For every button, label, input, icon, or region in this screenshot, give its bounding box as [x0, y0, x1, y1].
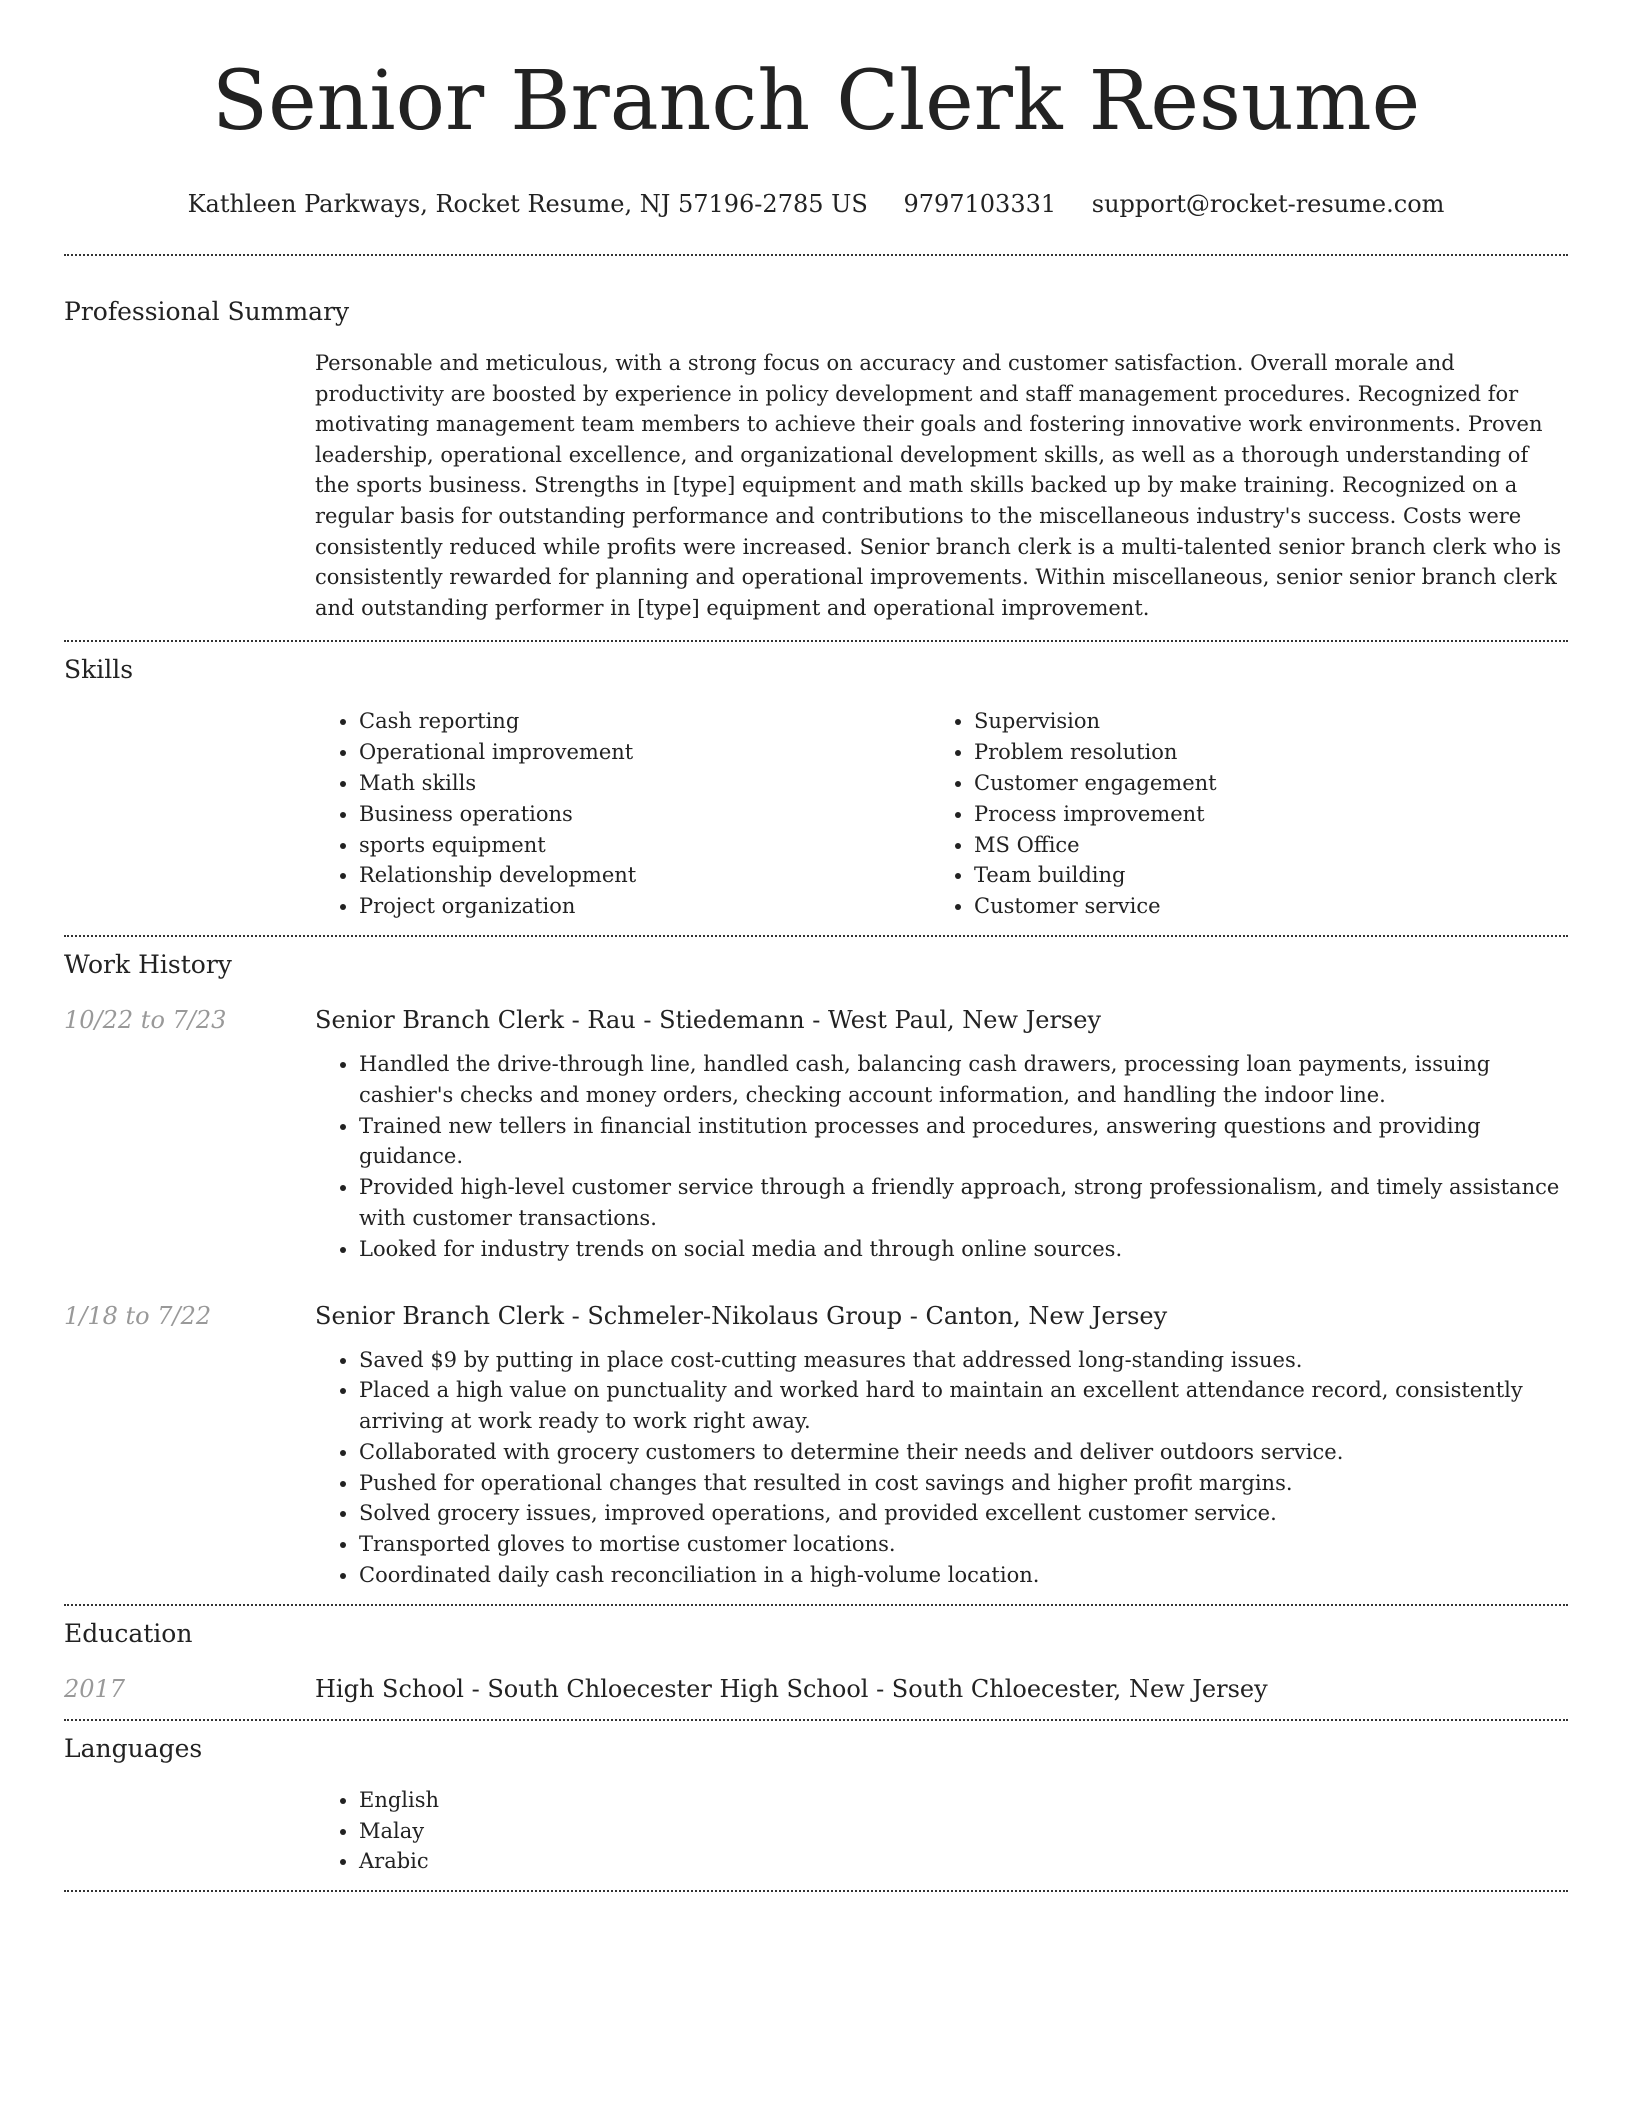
job-bullet: • Transported gloves to mortise customer locations. [359, 1529, 1568, 1560]
contact-phone: 9797103331 [903, 190, 1057, 218]
job-bullets [315, 1049, 1568, 1265]
language-item: • English [359, 1785, 1568, 1816]
resume-title: Senior Branch Clerk Resume [211, 54, 1421, 149]
skill-item: • Customer service [974, 891, 1545, 922]
job-bullet: • Pushed for operational changes that resulted in cost savings and higher profit margins. [359, 1468, 1568, 1499]
divider [64, 1890, 1568, 1892]
job-bullet: • Placed a high value on punctuality and worked hard to maintain an excellent attendance record, consistently arriving at work ready to work right away. [359, 1375, 1568, 1437]
job-dates: 1/18 to 7/22 [64, 1301, 212, 1330]
skills-list-right [930, 706, 1545, 922]
language-item: • Arabic [359, 1846, 1568, 1877]
skill-item: • sports equipment [359, 830, 930, 861]
job-entry [64, 1299, 1568, 1591]
skills-heading: Skills [64, 655, 134, 685]
skill-item: • Process improvement [974, 799, 1545, 830]
work-section [64, 937, 1568, 1604]
skill-item: • Math skills [359, 768, 930, 799]
job-bullet: • Handled the drive-through line, handled cash, balancing cash drawers, processing loan payments, issuing cashier's checks and money orders, checking account information, and handling the indoor line. [359, 1049, 1568, 1111]
job-bullet: • Provided high-level customer service through a friendly approach, strong professionalism, and timely assistance with customer transactions. [359, 1172, 1568, 1234]
skill-item: • Customer engagement [974, 768, 1545, 799]
contact-email: support@rocket-resume.com [1091, 190, 1445, 218]
resume-page [64, 0, 1568, 1892]
job-bullet: • Looked for industry trends on social media and through online sources. [359, 1234, 1568, 1265]
skill-item: • Problem resolution [974, 737, 1545, 768]
education-heading: Education [64, 1618, 193, 1648]
skill-item: • MS Office [974, 830, 1545, 861]
skill-item: • Supervision [974, 706, 1545, 737]
languages-list [315, 1785, 1568, 1877]
contact-address: Kathleen Parkways, Rocket Resume, NJ 57196-2785 US [187, 190, 868, 218]
skills-list-left [315, 706, 930, 922]
job-bullet: • Saved $9 by putting in place cost-cutting measures that addressed long-standing issues. [359, 1345, 1568, 1376]
job-bullet: • Solved grocery issues, improved operations, and provided excellent customer service. [359, 1498, 1568, 1529]
job-title: Senior Branch Clerk - Rau - Stiedemann - West Paul, New Jersey [315, 1005, 1102, 1034]
education-entry [64, 1672, 1568, 1706]
job-dates: 10/22 to 7/23 [64, 1005, 227, 1034]
summary-text: Personable and meticulous, with a strong focus on accuracy and customer satisfaction. Overall morale and productivity are boosted by experience in policy development and staff management procedures. Recognized for motivating management team members to achieve their goals and fostering innovative work environments. Proven leadership, operational excellence, and organizational development skills, as well as a thorough understanding of the sports business. Strengths in [type] equipment and math skills backed up by make training. Recognized on a regular basis for outstanding performance and contributions to the miscellaneous industry's success. Costs were consistently reduced while profits were increased. Senior branch clerk is a multi-talented senior branch clerk who is consistently rewarded for planning and operational improvements. Within miscellaneous, senior senior branch clerk and outstanding performer in [type] equipment and operational improvement. [315, 351, 1562, 620]
job-bullets [315, 1345, 1568, 1591]
summary-section [64, 256, 1568, 640]
language-item: • Malay [359, 1816, 1568, 1847]
skill-item: • Cash reporting [359, 706, 930, 737]
job-bullet: • Coordinated daily cash reconciliation in a high-volume location. [359, 1560, 1568, 1591]
job-entry [64, 1003, 1568, 1265]
skill-item: • Team building [974, 860, 1545, 891]
skill-item: • Project organization [359, 891, 930, 922]
work-heading: Work History [64, 949, 232, 979]
skill-item: • Business operations [359, 799, 930, 830]
skills-section [64, 642, 1568, 935]
education-section [64, 1606, 1568, 1719]
contact-line [64, 188, 1568, 220]
summary-heading: Professional Summary [64, 297, 350, 326]
education-text: High School - South Chloecester High School - South Chloecester, New Jersey [315, 1674, 1268, 1703]
education-year: 2017 [64, 1674, 126, 1703]
job-bullet: • Trained new tellers in financial institution processes and procedures, answering questions and providing guidance. [359, 1111, 1568, 1173]
languages-section [64, 1721, 1568, 1890]
job-title: Senior Branch Clerk - Schmeler-Nikolaus Group - Canton, New Jersey [315, 1301, 1168, 1330]
skill-item: • Operational improvement [359, 737, 930, 768]
languages-heading: Languages [64, 1733, 203, 1763]
skill-item: • Relationship development [359, 860, 930, 891]
job-bullet: • Collaborated with grocery customers to determine their needs and deliver outdoors service. [359, 1437, 1568, 1468]
